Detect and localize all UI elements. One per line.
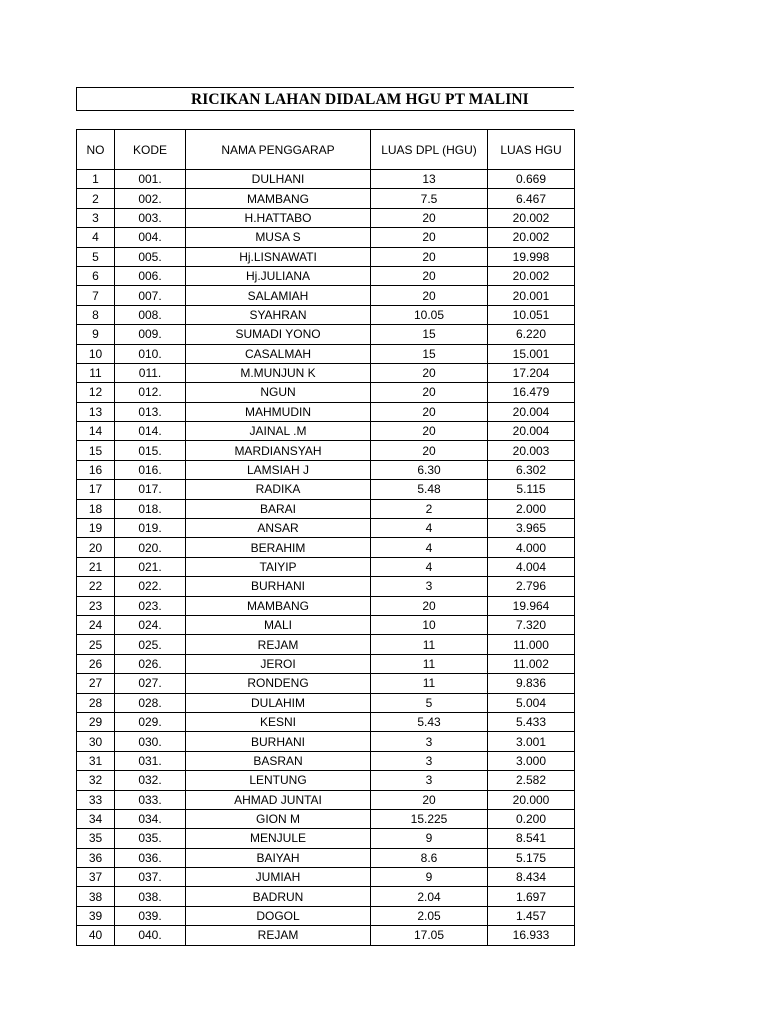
- cell-luas-hgu: 5.175: [488, 848, 575, 867]
- cell-luas-dpl: 20: [371, 286, 488, 305]
- cell-nama: DOGOL: [186, 906, 371, 925]
- cell-luas-hgu: 20.002: [488, 208, 575, 227]
- cell-nama: ANSAR: [186, 519, 371, 538]
- cell-luas-dpl: 5.48: [371, 480, 488, 499]
- cell-no: 29: [77, 712, 115, 731]
- cell-nama: REJAM: [186, 926, 371, 945]
- cell-kode: 040.: [115, 926, 186, 945]
- cell-luas-dpl: 7.5: [371, 189, 488, 208]
- table-row: [77, 635, 575, 654]
- cell-no: 34: [77, 809, 115, 828]
- cell-nama: MAMBANG: [186, 189, 371, 208]
- cell-kode: 013.: [115, 402, 186, 421]
- cell-luas-hgu: 0.669: [488, 170, 575, 189]
- cell-kode: 030.: [115, 732, 186, 751]
- table-row: [77, 402, 575, 421]
- cell-nama: BARAI: [186, 499, 371, 518]
- cell-luas-hgu: 6.220: [488, 325, 575, 344]
- cell-luas-dpl: 20: [371, 208, 488, 227]
- table-row: [77, 809, 575, 828]
- cell-luas-hgu: 15.001: [488, 344, 575, 363]
- table-row: [77, 693, 575, 712]
- table-row: [77, 480, 575, 499]
- cell-kode: 020.: [115, 538, 186, 557]
- cell-luas-hgu: 5.115: [488, 480, 575, 499]
- table-row: [77, 266, 575, 285]
- cell-luas-hgu: 6.302: [488, 460, 575, 479]
- table-row: [77, 887, 575, 906]
- cell-luas-hgu: 4.000: [488, 538, 575, 557]
- cell-no: 37: [77, 868, 115, 887]
- cell-luas-dpl: 20: [371, 441, 488, 460]
- cell-luas-dpl: 20: [371, 596, 488, 615]
- cell-no: 24: [77, 615, 115, 634]
- cell-luas-hgu: 16.479: [488, 383, 575, 402]
- table-row: [77, 228, 575, 247]
- cell-luas-dpl: 3: [371, 732, 488, 751]
- table-row: [77, 732, 575, 751]
- cell-nama: MARDIANSYAH: [186, 441, 371, 460]
- cell-luas-hgu: 9.836: [488, 674, 575, 693]
- cell-kode: 025.: [115, 635, 186, 654]
- cell-luas-hgu: 4.004: [488, 557, 575, 576]
- cell-kode: 008.: [115, 305, 186, 324]
- cell-nama: BAIYAH: [186, 848, 371, 867]
- table-row: [77, 286, 575, 305]
- land-table: [76, 129, 575, 946]
- cell-kode: 011.: [115, 363, 186, 382]
- cell-luas-hgu: 1.697: [488, 887, 575, 906]
- cell-nama: MUSA S: [186, 228, 371, 247]
- cell-luas-hgu: 5.433: [488, 712, 575, 731]
- cell-kode: 023.: [115, 596, 186, 615]
- cell-luas-hgu: 2.796: [488, 577, 575, 596]
- cell-kode: 037.: [115, 868, 186, 887]
- cell-luas-dpl: 6.30: [371, 460, 488, 479]
- table-row: [77, 247, 575, 266]
- table-row: [77, 305, 575, 324]
- cell-no: 26: [77, 654, 115, 673]
- cell-kode: 036.: [115, 848, 186, 867]
- cell-no: 13: [77, 402, 115, 421]
- cell-kode: 029.: [115, 712, 186, 731]
- cell-luas-dpl: 5: [371, 693, 488, 712]
- cell-nama: DULAHIM: [186, 693, 371, 712]
- cell-no: 28: [77, 693, 115, 712]
- cell-nama: BASRAN: [186, 751, 371, 770]
- sheet-title: RICIKAN LAHAN DIDALAM HGU PT MALINI: [191, 91, 529, 108]
- cell-luas-hgu: 19.998: [488, 247, 575, 266]
- cell-no: 25: [77, 635, 115, 654]
- cell-kode: 006.: [115, 266, 186, 285]
- title-box: [76, 87, 574, 111]
- cell-no: 11: [77, 363, 115, 382]
- cell-nama: Hj.JULIANA: [186, 266, 371, 285]
- table-row: [77, 557, 575, 576]
- header-nama: NAMA PENGGARAP: [186, 130, 371, 170]
- table-row: [77, 829, 575, 848]
- cell-kode: 012.: [115, 383, 186, 402]
- cell-luas-dpl: 2.04: [371, 887, 488, 906]
- table-row: [77, 499, 575, 518]
- table-row: [77, 208, 575, 227]
- cell-kode: 034.: [115, 809, 186, 828]
- cell-kode: 003.: [115, 208, 186, 227]
- cell-nama: H.HATTABO: [186, 208, 371, 227]
- cell-luas-hgu: 3.001: [488, 732, 575, 751]
- cell-no: 5: [77, 247, 115, 266]
- cell-luas-dpl: 3: [371, 771, 488, 790]
- cell-nama: RONDENG: [186, 674, 371, 693]
- cell-luas-hgu: 8.541: [488, 829, 575, 848]
- cell-luas-hgu: 20.001: [488, 286, 575, 305]
- cell-luas-hgu: 3.000: [488, 751, 575, 770]
- cell-no: 4: [77, 228, 115, 247]
- table-row: [77, 460, 575, 479]
- cell-kode: 028.: [115, 693, 186, 712]
- cell-kode: 021.: [115, 557, 186, 576]
- table-row: [77, 712, 575, 731]
- table-row: [77, 325, 575, 344]
- cell-nama: MAMBANG: [186, 596, 371, 615]
- header-row: [77, 130, 575, 170]
- cell-no: 15: [77, 441, 115, 460]
- cell-luas-hgu: 8.434: [488, 868, 575, 887]
- cell-no: 20: [77, 538, 115, 557]
- cell-luas-hgu: 11.002: [488, 654, 575, 673]
- cell-no: 10: [77, 344, 115, 363]
- cell-luas-dpl: 17.05: [371, 926, 488, 945]
- cell-kode: 015.: [115, 441, 186, 460]
- cell-nama: BURHANI: [186, 577, 371, 596]
- cell-luas-hgu: 20.004: [488, 422, 575, 441]
- cell-luas-dpl: 15: [371, 325, 488, 344]
- cell-nama: REJAM: [186, 635, 371, 654]
- cell-nama: RADIKA: [186, 480, 371, 499]
- cell-nama: NGUN: [186, 383, 371, 402]
- cell-luas-hgu: 20.002: [488, 228, 575, 247]
- cell-kode: 014.: [115, 422, 186, 441]
- cell-luas-dpl: 4: [371, 557, 488, 576]
- table-row: [77, 441, 575, 460]
- cell-luas-dpl: 3: [371, 577, 488, 596]
- cell-no: 27: [77, 674, 115, 693]
- cell-luas-dpl: 20: [371, 247, 488, 266]
- cell-nama: GION M: [186, 809, 371, 828]
- cell-kode: 039.: [115, 906, 186, 925]
- cell-nama: SALAMIAH: [186, 286, 371, 305]
- cell-no: 33: [77, 790, 115, 809]
- cell-luas-dpl: 15.225: [371, 809, 488, 828]
- header-kode: KODE: [115, 130, 186, 170]
- cell-kode: 004.: [115, 228, 186, 247]
- cell-kode: 016.: [115, 460, 186, 479]
- cell-no: 1: [77, 170, 115, 189]
- cell-nama: LAMSIAH J: [186, 460, 371, 479]
- cell-nama: MENJULE: [186, 829, 371, 848]
- cell-no: 35: [77, 829, 115, 848]
- cell-no: 17: [77, 480, 115, 499]
- cell-luas-dpl: 11: [371, 674, 488, 693]
- cell-kode: 038.: [115, 887, 186, 906]
- cell-no: 21: [77, 557, 115, 576]
- cell-luas-hgu: 2.000: [488, 499, 575, 518]
- cell-nama: MALI: [186, 615, 371, 634]
- table-row: [77, 654, 575, 673]
- cell-no: 40: [77, 926, 115, 945]
- cell-kode: 026.: [115, 654, 186, 673]
- cell-luas-hgu: 16.933: [488, 926, 575, 945]
- cell-luas-hgu: 3.965: [488, 519, 575, 538]
- cell-luas-dpl: 5.43: [371, 712, 488, 731]
- cell-nama: JAINAL .M: [186, 422, 371, 441]
- cell-luas-dpl: 4: [371, 519, 488, 538]
- cell-kode: 002.: [115, 189, 186, 208]
- cell-nama: AHMAD JUNTAI: [186, 790, 371, 809]
- cell-nama: JEROI: [186, 654, 371, 673]
- cell-luas-hgu: 20.000: [488, 790, 575, 809]
- table-row: [77, 577, 575, 596]
- table-row: [77, 519, 575, 538]
- cell-kode: 022.: [115, 577, 186, 596]
- cell-no: 6: [77, 266, 115, 285]
- cell-no: 39: [77, 906, 115, 925]
- table-row: [77, 790, 575, 809]
- cell-luas-dpl: 20: [371, 228, 488, 247]
- header-no: NO: [77, 130, 115, 170]
- cell-nama: Hj.LISNAWATI: [186, 247, 371, 266]
- cell-luas-dpl: 11: [371, 654, 488, 673]
- table-row: [77, 926, 575, 945]
- cell-no: 14: [77, 422, 115, 441]
- cell-kode: 005.: [115, 247, 186, 266]
- table-row: [77, 344, 575, 363]
- cell-luas-dpl: 20: [371, 790, 488, 809]
- cell-luas-dpl: 13: [371, 170, 488, 189]
- table-row: [77, 906, 575, 925]
- cell-kode: 024.: [115, 615, 186, 634]
- cell-luas-hgu: 19.964: [488, 596, 575, 615]
- cell-luas-dpl: 8.6: [371, 848, 488, 867]
- table-row: [77, 363, 575, 382]
- cell-luas-dpl: 10: [371, 615, 488, 634]
- cell-kode: 018.: [115, 499, 186, 518]
- cell-nama: KESNI: [186, 712, 371, 731]
- cell-kode: 033.: [115, 790, 186, 809]
- cell-luas-hgu: 17.204: [488, 363, 575, 382]
- table-body: [77, 170, 575, 946]
- cell-luas-hgu: 6.467: [488, 189, 575, 208]
- cell-no: 7: [77, 286, 115, 305]
- cell-nama: DULHANI: [186, 170, 371, 189]
- cell-kode: 027.: [115, 674, 186, 693]
- cell-no: 23: [77, 596, 115, 615]
- cell-no: 22: [77, 577, 115, 596]
- cell-kode: 017.: [115, 480, 186, 499]
- cell-luas-dpl: 11: [371, 635, 488, 654]
- cell-kode: 007.: [115, 286, 186, 305]
- cell-luas-dpl: 2.05: [371, 906, 488, 925]
- cell-no: 32: [77, 771, 115, 790]
- cell-no: 9: [77, 325, 115, 344]
- cell-no: 31: [77, 751, 115, 770]
- table-row: [77, 422, 575, 441]
- cell-luas-dpl: 15: [371, 344, 488, 363]
- table-row: [77, 615, 575, 634]
- cell-nama: CASALMAH: [186, 344, 371, 363]
- table-row: [77, 383, 575, 402]
- cell-luas-hgu: 10.051: [488, 305, 575, 324]
- table-row: [77, 751, 575, 770]
- cell-no: 38: [77, 887, 115, 906]
- cell-luas-dpl: 20: [371, 266, 488, 285]
- table-row: [77, 189, 575, 208]
- table-row: [77, 868, 575, 887]
- cell-luas-hgu: 0.200: [488, 809, 575, 828]
- cell-nama: BERAHIM: [186, 538, 371, 557]
- cell-no: 18: [77, 499, 115, 518]
- cell-luas-hgu: 1.457: [488, 906, 575, 925]
- cell-nama: JUMIAH: [186, 868, 371, 887]
- cell-luas-hgu: 5.004: [488, 693, 575, 712]
- cell-kode: 031.: [115, 751, 186, 770]
- table-row: [77, 596, 575, 615]
- cell-nama: TAIYIP: [186, 557, 371, 576]
- cell-luas-hgu: 20.002: [488, 266, 575, 285]
- cell-kode: 019.: [115, 519, 186, 538]
- cell-no: 36: [77, 848, 115, 867]
- cell-luas-dpl: 2: [371, 499, 488, 518]
- cell-luas-hgu: 20.004: [488, 402, 575, 421]
- cell-luas-dpl: 9: [371, 829, 488, 848]
- cell-luas-dpl: 9: [371, 868, 488, 887]
- cell-luas-hgu: 2.582: [488, 771, 575, 790]
- table-row: [77, 674, 575, 693]
- cell-no: 8: [77, 305, 115, 324]
- cell-nama: SUMADI YONO: [186, 325, 371, 344]
- table-row: [77, 170, 575, 189]
- cell-nama: SYAHRAN: [186, 305, 371, 324]
- cell-no: 19: [77, 519, 115, 538]
- cell-kode: 035.: [115, 829, 186, 848]
- cell-no: 3: [77, 208, 115, 227]
- cell-kode: 009.: [115, 325, 186, 344]
- header-luas-hgu: LUAS HGU: [488, 130, 575, 170]
- cell-nama: BURHANI: [186, 732, 371, 751]
- cell-no: 30: [77, 732, 115, 751]
- cell-luas-dpl: 20: [371, 363, 488, 382]
- cell-luas-dpl: 4: [371, 538, 488, 557]
- cell-kode: 032.: [115, 771, 186, 790]
- cell-luas-hgu: 7.320: [488, 615, 575, 634]
- cell-nama: LENTUNG: [186, 771, 371, 790]
- cell-luas-dpl: 3: [371, 751, 488, 770]
- cell-nama: MAHMUDIN: [186, 402, 371, 421]
- cell-nama: BADRUN: [186, 887, 371, 906]
- cell-luas-hgu: 20.003: [488, 441, 575, 460]
- cell-kode: 010.: [115, 344, 186, 363]
- cell-luas-dpl: 10.05: [371, 305, 488, 324]
- table-row: [77, 771, 575, 790]
- cell-luas-dpl: 20: [371, 402, 488, 421]
- cell-luas-hgu: 11.000: [488, 635, 575, 654]
- cell-luas-dpl: 20: [371, 422, 488, 441]
- cell-kode: 001.: [115, 170, 186, 189]
- cell-no: 2: [77, 189, 115, 208]
- cell-luas-dpl: 20: [371, 383, 488, 402]
- table-row: [77, 538, 575, 557]
- cell-no: 16: [77, 460, 115, 479]
- cell-no: 12: [77, 383, 115, 402]
- cell-nama: M.MUNJUN K: [186, 363, 371, 382]
- header-luas-dpl: LUAS DPL (HGU): [371, 130, 488, 170]
- table-row: [77, 848, 575, 867]
